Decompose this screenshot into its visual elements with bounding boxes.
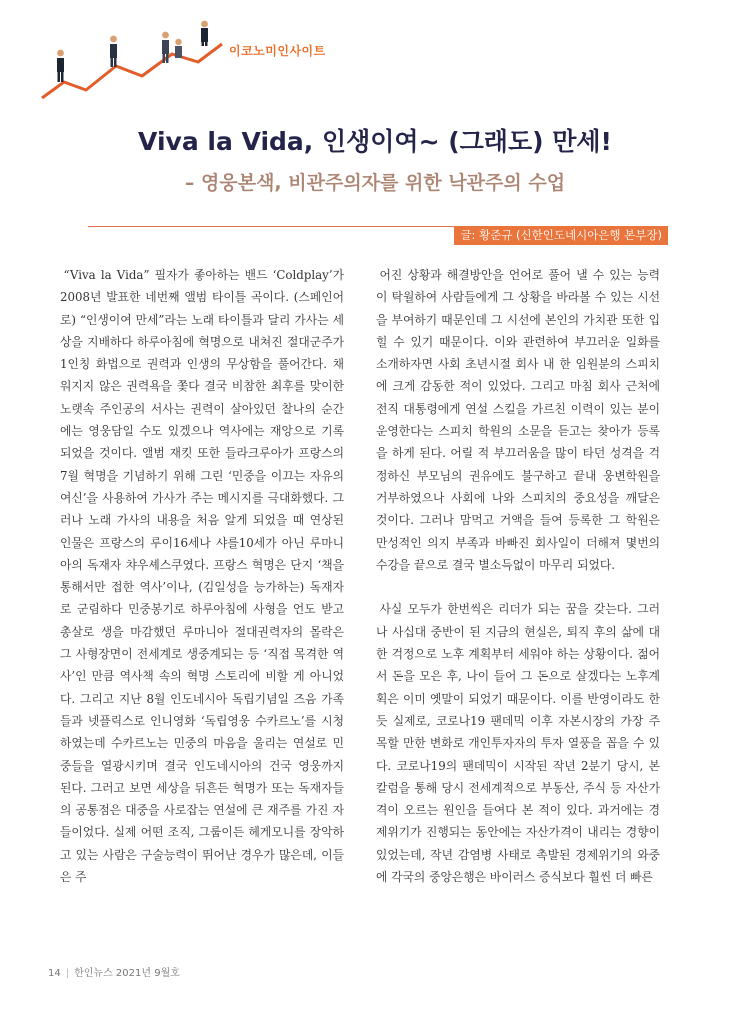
article-column-left — [60, 264, 344, 888]
body-paragraph: “Viva la Vida” 필자가 좋아하는 밴드 ‘Coldplay’가 2008년 발표한 네번째 앨범 타이틀 곡이다. (스페인어로) “인생이여 만세”라는 노래 타이틀과 달리 가사는 세상을 지배하다 하루아침에 혁명으로 내쳐진 절대군주가 1인칭 화법으로 권력과 인생의 무상함을 풀어간다. 채워지지 않은 권력욕을 쫓다 결국 비참한 최후를 맞이한 노랫속 주인공의 서사는 권력이 살아있던 찰나의 순간에는 영웅담일 수도 있겠으나 역사에는 재앙으로 기록되었을 것이다. 앨범 재킷 또한 들라크루아가 프랑스의 7월 혁명을 기념하기 위해 그린 ‘민중을 이끄는 자유의 여신’을 사용하여 가사가 주는 메시지를 극대화했다. 그러나 노래 가사의 내용을 처음 알게 되었을 때 연상된 인물은 프랑스의 루이16세나 샤를10세가 아닌 루마니아의 독재자 챠우셰스쿠였다. 프랑스 혁명은 단지 ‘책을 통해서만 접한 역사’이나, (김일성을 능가하는) 독재자로 군림하다 민중봉기로 하루아침에 사형을 언도 받고 총살로 생을 마감했던 루마니아 절대권력자의 몰락은 그 사형장면이 전세계로 생중계되는 등 ‘직접 목격한 역사’인 만큼 역사책 속의 혁명 스토리에 비할 게 아니었다. 그리고 지난 8월 인도네시아 독립기념일 즈음 가족들과 넷플릭스로 인니영화 ‘독립영웅 수카르노’를 시청하였는데 수카르노는 민중의 마음을 울리는 연설로 민중들을 열광시키며 결국 인도네시아의 건국 영웅까지 된다. 그러고 보면 세상을 뒤흔든 혁명가 또는 독재자들의 공통점은 대중을 사로잡는 연설에 큰 재주를 가진 자들이었다. 실제 어떤 조직, 그룹이든 헤게모니를 장악하고 있는 사람은 구술능력이 뛰어난 경우가 많은데, 이들은 주 — [60, 268, 344, 885]
businessman-figure — [175, 39, 182, 58]
publication-name: 한인뉴스 2021년 9월호 — [74, 968, 180, 979]
section-tag: 이코노미인사이트 — [229, 44, 326, 58]
article-subtitle: – 영웅본색, 비관주의자를 위한 낙관주의 수업 — [184, 172, 566, 194]
article-title: Viva la Vida, 인생이여~ (그래도) 만세! — [138, 127, 612, 156]
businessman-figure — [110, 36, 117, 67]
author-byline: 글: 황준규 (신한인도네시아은행 본부장) — [454, 226, 668, 245]
page-footer — [48, 964, 180, 979]
body-paragraph: 사실 모두가 한번씩은 리더가 되는 꿈을 갖는다. 그러나 사십대 중반이 된 지금의 현실은, 퇴직 후의 삶에 대한 걱정으로 노후 계획부터 세워야 하는 상황이다. 젊어서 돈을 모은 후, 나이 들어 그 돈으로 살겠다는 노후계획은 이미 옛말이 되었기 때문이다. 이를 반영이라도 한 듯 실제로, 코로나19 팬데믹 이후 자본시장의 가장 주목할 만한 변화로 개인투자자의 투자 열풍을 꼽을 수 있다. 코로나19의 팬데믹이 시작된 작년 2분기 당시, 본 칼럼을 통해 당시 전세계적으로 부동산, 주식 등 자산가격이 오르는 원인을 들여다 본 적이 있다. 과거에는 경제위기가 진행되는 동안에는 자산가격이 내리는 경향이 있었는데, 작년 감염병 사태로 촉발된 경제위기의 와중에 각국의 중앙은행은 바이러스 증식보다 훨씬 더 빠른 — [376, 602, 660, 885]
article-column-right — [376, 264, 660, 888]
businessman-figure — [201, 21, 208, 46]
businessmen-graph-illustration — [38, 20, 338, 100]
businessman-figure — [57, 50, 64, 82]
page-number: 14 — [48, 968, 61, 979]
body-paragraph: 어진 상황과 해결방안을 언어로 풀어 낼 수 있는 능력이 탁월하여 사람들에게 그 상황을 바라볼 수 있는 시선을 부여하기 때문인데 그 시선에 본인의 가치관 또한 입힐 수 있기 때문이다. 이와 관련하여 부끄러운 일화를 소개하자면 사회 초년시절 회사 내 한 임원분의 스피치에 크게 감동한 적이 있었다. 그리고 마침 회사 근처에 전직 대통령에게 연설 스킬을 가르친 이력이 있는 분이 운영한다는 스피치 학원의 소문을 듣고는 찾아가 등록을 하게 된다. 어릴 적 부끄러움을 많이 타던 성격을 걱정하신 부모님의 권유에도 불구하고 끝내 웅변학원을 거부하였으나 사회에 나와 스피치의 중요성을 깨달은 것이다. 그러나 맘먹고 거액을 들여 등록한 그 학원은 만성적인 의지 부족과 바빠진 회사일이 더해져 몇번의 수강을 끝으로 결국 별소득없이 마무리 되었다. — [376, 268, 660, 572]
footer-divider: | — [65, 968, 70, 979]
